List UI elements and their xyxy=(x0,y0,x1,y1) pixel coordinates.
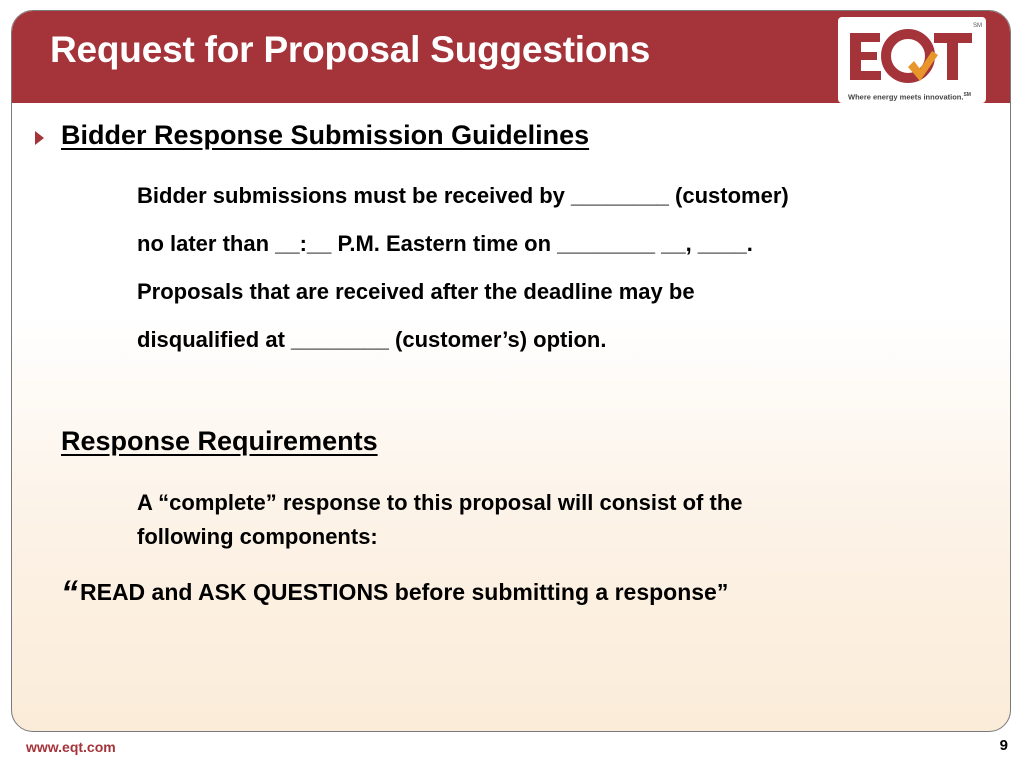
quote-text: READ and ASK QUESTIONS before submitting a response” xyxy=(80,579,729,605)
section-heading-response-requirements: Response Requirements xyxy=(61,426,378,456)
page-number: 9 xyxy=(999,737,1008,754)
guideline-line: Proposals that are received after the deadline may be xyxy=(137,279,695,304)
slide-title: Request for Proposal Suggestions xyxy=(50,29,651,70)
guideline-line: no later than __:__ P.M. Eastern time on ________ __, ____. xyxy=(137,231,753,256)
submission-guidelines-text xyxy=(137,172,789,364)
section-heading-submission-guidelines: Bidder Response Submission Guidelines xyxy=(61,120,590,150)
requirement-line: A “complete” response to this proposal will consist of the xyxy=(137,490,743,515)
requirement-line: following components: xyxy=(137,524,378,549)
tagline-service-mark: SM xyxy=(963,92,971,98)
footer-website-link[interactable]: www.eqt.com xyxy=(26,739,116,755)
logo-tagline xyxy=(848,92,971,102)
header-bar xyxy=(12,11,1010,103)
eqt-logo xyxy=(838,17,986,103)
guideline-line: disqualified at ________ (customer’s) option. xyxy=(137,327,607,352)
emphasis-quote xyxy=(61,574,728,613)
response-requirements-text xyxy=(137,486,743,554)
guideline-line: Bidder submissions must be received by ________ (customer) xyxy=(137,183,789,208)
tagline-text: Where energy meets innovation. xyxy=(848,92,964,102)
quote-open-mark: “ xyxy=(61,574,78,612)
logo-service-mark: SM xyxy=(973,23,982,29)
eqt-logo-icon xyxy=(846,25,976,87)
bullet-arrow-icon xyxy=(35,131,44,145)
slide xyxy=(11,10,1011,732)
